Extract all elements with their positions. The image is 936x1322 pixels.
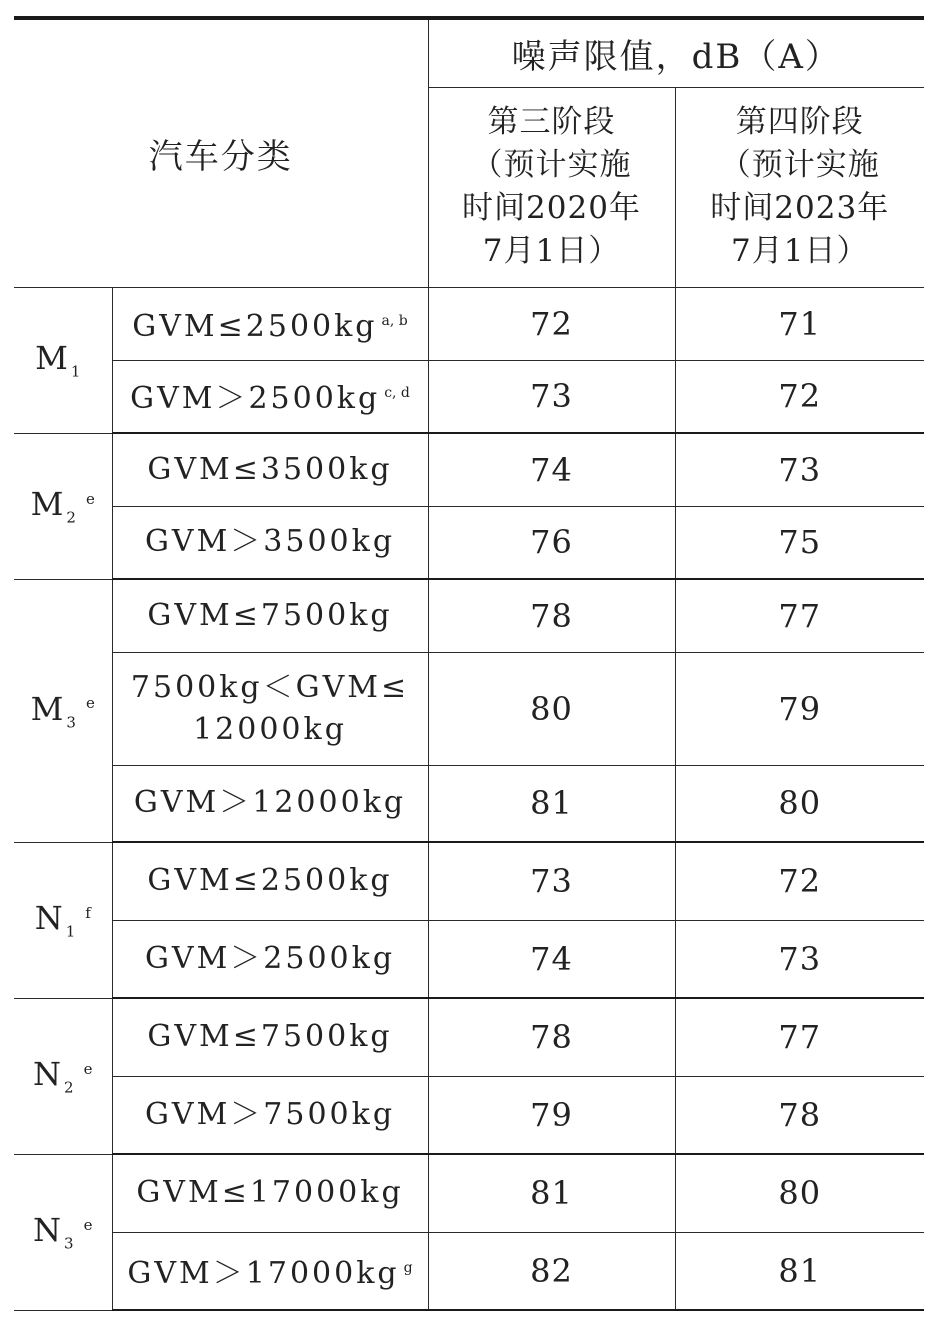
condition-text: GVM＞7500kg <box>144 1096 396 1132</box>
condition-text: GVM≤7500kg <box>147 597 393 633</box>
noise-limit-header: 噪声限值，dB（A） <box>428 18 924 87</box>
condition-text: GVM＞2500kg <box>130 381 381 417</box>
weight-condition <box>112 1154 428 1232</box>
weight-condition <box>112 842 428 920</box>
stage4-line: （预计实施 <box>719 147 880 183</box>
category-n3 <box>14 1154 112 1310</box>
stage3-value: 79 <box>428 1076 675 1154</box>
vehicle-category-header: 汽车分类 <box>14 18 428 287</box>
stage3-line: （预计实施 <box>471 147 632 183</box>
category-base: M <box>30 485 67 524</box>
stage4-line: 7月1日） <box>731 233 869 269</box>
noise-limit-table <box>14 16 924 1311</box>
stage4-value: 78 <box>675 1076 924 1154</box>
weight-condition <box>112 433 428 506</box>
stage3-value: 81 <box>428 765 675 842</box>
weight-condition <box>112 1076 428 1154</box>
category-sub: 1 <box>65 922 76 941</box>
stage3-value: 81 <box>428 1154 675 1232</box>
stage3-value: 74 <box>428 433 675 506</box>
condition-text: GVM＞12000kg <box>133 785 407 821</box>
stage4-value: 80 <box>675 1154 924 1232</box>
stage4-value: 80 <box>675 765 924 842</box>
stage3-value: 80 <box>428 652 675 765</box>
weight-condition <box>112 1232 428 1310</box>
category-sub: 3 <box>64 1234 74 1253</box>
condition-text: 7500kg＜GVM≤ 12000kg <box>130 669 410 747</box>
weight-condition <box>112 998 428 1076</box>
stage4-header <box>675 87 924 287</box>
weight-condition <box>112 765 428 842</box>
category-sub: 2 <box>64 1078 74 1097</box>
stage3-value: 72 <box>428 287 675 360</box>
condition-text: GVM≤3500kg <box>147 451 393 487</box>
category-m1 <box>14 287 112 433</box>
condition-text: GVM≤17000kg <box>136 1175 404 1211</box>
stage4-value: 73 <box>675 433 924 506</box>
category-note: f <box>85 903 91 922</box>
stage4-value: 81 <box>675 1232 924 1310</box>
category-base: M <box>30 689 67 728</box>
stage3-header <box>428 87 675 287</box>
stage4-value: 77 <box>675 579 924 652</box>
category-n1 <box>14 842 112 998</box>
stage4-value: 77 <box>675 998 924 1076</box>
category-m2 <box>14 433 112 579</box>
category-note: e <box>83 1059 93 1078</box>
noise-limit-table-container <box>14 16 924 1311</box>
stage4-value: 79 <box>675 652 924 765</box>
condition-note: g <box>403 1259 413 1276</box>
stage3-value: 74 <box>428 920 675 998</box>
weight-condition <box>112 652 428 765</box>
stage4-value: 71 <box>675 287 924 360</box>
category-base: N <box>33 1055 65 1094</box>
condition-text: GVM≤7500kg <box>147 1019 393 1055</box>
category-note: e <box>83 1215 93 1234</box>
category-base: N <box>33 1211 65 1250</box>
category-note: e <box>85 694 95 713</box>
condition-text: GVM＞3500kg <box>144 524 396 560</box>
stage4-value: 72 <box>675 842 924 920</box>
stage3-value: 73 <box>428 360 675 433</box>
weight-condition <box>112 287 428 360</box>
condition-text: GVM＞2500kg <box>144 940 396 976</box>
stage4-line: 第四阶段 <box>735 104 864 140</box>
stage3-line: 时间2020年 <box>462 190 641 226</box>
weight-condition <box>112 360 428 433</box>
stage3-line: 7月1日） <box>482 233 621 269</box>
category-sub: 2 <box>66 508 76 527</box>
condition-note: a, b <box>381 312 408 329</box>
condition-note: c, d <box>384 385 410 402</box>
category-base: N <box>34 899 66 938</box>
weight-condition <box>112 506 428 579</box>
stage3-value: 78 <box>428 998 675 1076</box>
condition-text: GVM≤2500kg <box>132 308 378 344</box>
stage4-line: 时间2023年 <box>710 190 890 226</box>
stage4-value: 73 <box>675 920 924 998</box>
stage3-value: 76 <box>428 506 675 579</box>
condition-text: GVM＞17000kg <box>127 1255 400 1291</box>
category-sub: 3 <box>66 713 76 732</box>
stage3-value: 78 <box>428 579 675 652</box>
condition-text: GVM≤2500kg <box>147 863 393 899</box>
weight-condition <box>112 579 428 652</box>
category-sub: 1 <box>70 362 81 381</box>
stage3-line: 第三阶段 <box>487 104 616 140</box>
category-note: e <box>85 489 95 508</box>
category-base: M <box>35 339 71 378</box>
stage3-value: 82 <box>428 1232 675 1310</box>
stage4-value: 75 <box>675 506 924 579</box>
stage4-value: 72 <box>675 360 924 433</box>
category-m3 <box>14 579 112 842</box>
category-n2 <box>14 998 112 1154</box>
stage3-value: 73 <box>428 842 675 920</box>
weight-condition <box>112 920 428 998</box>
